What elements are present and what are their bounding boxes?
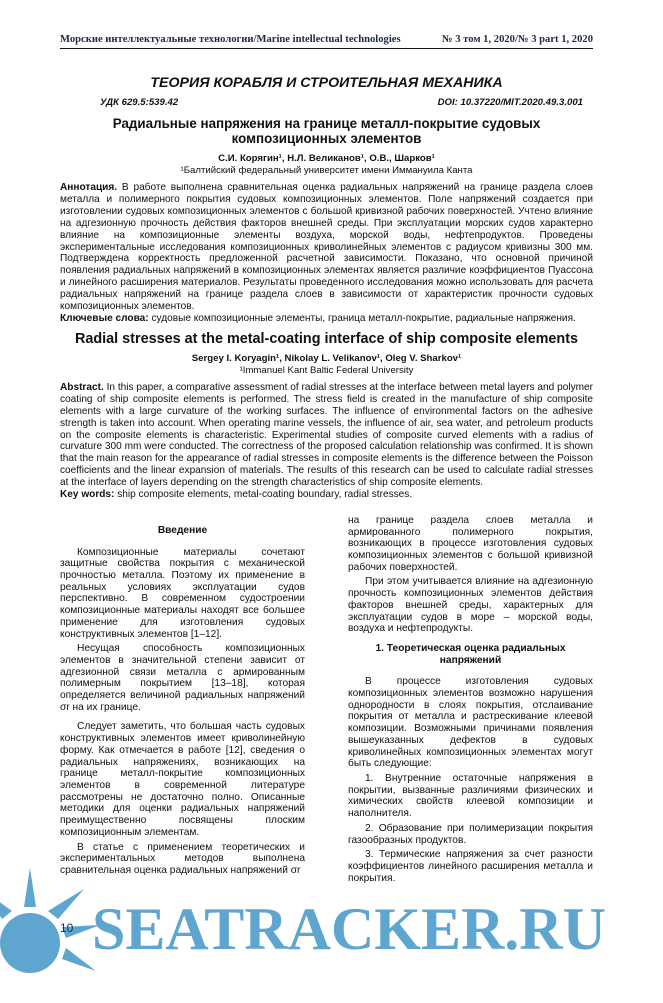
abstract-label-ru: Аннотация. [60,182,118,193]
left-column [60,515,305,887]
abstract-text-ru: В работе выполнена сравнительная оценка радиальных напряжений на границе раздела слоев металла и полимерного покрытия судовых композиционных элементов. Поле напряжений создается при изготовлении судовых композиционных элементов с большой кривизной рабочих поверхностей. Учтено влияние на адгезионную прочность действия факторов внешней среды. При эксплуатации морских судов характерно влияние на композиционные элементы воздуха, морской воды, нефтепродуктов. Проведены экспериментальные исследования композиционных криволинейных элементов с радиусом кривизны 300 мм. Подтверждена корректность предложенной расчетной зависимости. Показано, что основной причиной появления радиальных напряжений в композиционных элементах является различие коэффициентов Пуассона и линейного расширения материалов. Результаты проведенного исследования можно использовать для расчета радиальных напряжений на границе раздела слоев в зависимости от характеристик прочности судовых композиционных элементов. [60,182,593,313]
paragraph-continuation: на границе раздела слоев металла и армированного полимерного покрытия, возникающих в процессе изготовления судовых композиционных элементов с большой кривизной рабочих поверхностей. [348,514,593,573]
title-line-1: Радиальные напряжения на границе металл-покрытие судовых [112,116,541,131]
keywords-text-en: ship composite elements, metal-coating boundary, radial stresses. [114,489,413,501]
paragraph: При этом учитывается влияние на адгезионную прочность композиционных элементов действия факторов внешней среды, характерных для эксплуатации судов в море – морской воды, воздуха и нефтепродукты. [348,576,593,635]
keywords-label-ru: Ключевые слова: [60,312,149,324]
authors-ru: С.И. Корягин¹, Н.Л. Великанов¹, О.В., Шарков¹ [218,153,435,164]
article-title-ru [60,116,593,146]
section-1-heading: 1. Теоретическая оценка радиальных напряжений [375,642,566,666]
affiliation-ru: ¹Балтийский федеральный университет имени Иммануила Канта [180,165,473,176]
intro-heading: Введение [157,524,208,536]
article-title-en: Radial stresses at the metal-coating interface of ship composite elements [74,330,579,347]
keywords-ru [60,313,593,325]
udk: УДК 629.5:539.42 [100,97,179,108]
running-header [60,34,593,49]
watermark-row [60,893,606,973]
title-line-2: композиционных элементов [231,131,422,146]
doi: DOI: 10.37220/MIT.2020.49.3.001 [437,97,583,108]
list-item: 2. Образование при полимеризации покрытия газообразных продуктов. [348,822,593,846]
paragraph: Следует заметить, что большая часть судовых конструктивных элементов имеет криволинейную форму. Как отмечается в работе [12], сведения о радиальных напряжениях, возникающих на границе металл-покрытие композиционных элементов в современной литературе рассмотрены не достаточно полно. Описанные методики для оценки радиальных напряжений преимущественно посвящены плоским композиционным элементам. [60,721,305,838]
paragraph: Несущая способность композиционных элементов в значительной степени зависит от адгезионной связи металла с армированным полимерным покрытием [13–18], которая определяется величиной радиальных напряжений σr на их границе. [60,643,305,713]
issue-info: № 3 том 1, 2020/№ 3 part 1, 2020 [441,34,593,45]
abstract-label-en: Abstract. [60,381,104,393]
abstract-text-en: In this paper, a comparative assessment of radial stresses at the interface between metal layers and polymer coating of ship composite elements is performed. The stress field is created in the manufacture of ship composite elements with a large curvature of the working surfaces. The influence of environmental factors on the adhesive strength is taken into account. When operating marine vessels, the influence of air, sea water, and petroleum products on the composite elements is characteristic. Experimental studies of composite curved elements with a radius of curvature 300 mm were conducted. The correctness of the proposed calculation relationship was confirmed. It is shown that the main reason for the appearance of radial stresses in composite elements is the difference between the Poisson coefficients and the linear expansion of materials. The results of this research can be used to calculate radial stresses at the interface of layers depending on the strength characteristics of ship composite elements. [60,381,593,489]
section-title: ТЕОРИЯ КОРАБЛЯ И СТРОИТЕЛЬНАЯ МЕХАНИКА [150,75,503,91]
page-number: 10 [60,921,74,936]
page [60,0,606,973]
right-column [348,515,593,887]
list-item: 3. Термические напряжения за счет разности коэффициентов линейного расширения металла и покрытия. [348,849,593,884]
identifiers [60,97,593,108]
paragraph: Композиционные материалы сочетают защитные свойства покрытия с механической прочностью металла. Поэтому их применение в реальных условиях эксплуатации судов перспективно. В современном судостроении композиционные материалы находят все большее применение для изготовления судовых конструктивных элементов [1–12]. [60,546,305,640]
list-item: 1. Внутренние остаточные напряжения в покрытии, вызванные различиями физических и химических свойств клеевой композиции и наполнителя. [348,773,593,820]
journal-name: Морские интеллектуальные технологии/Marine intellectual technologies [60,34,401,45]
affiliation-en: ¹Immanuel Kant Baltic Federal University [239,364,414,376]
body-columns [60,515,593,887]
authors-en: Sergey I. Koryagin¹, Nikolay L. Velikanov¹, Oleg V. Sharkov¹ [191,352,462,364]
keywords-en [60,489,593,501]
keywords-text-ru: судовые композиционные элементы, граница металл-покрытие, радиальные напряжения. [148,312,576,324]
paragraph: В процессе изготовления судовых композиционных элементов возможно нарушения однородности в слоях покрытия, отслаивание покрытия от металла и растрескивание клеевой композиции. Возможными причинами появления вышеуказанных дефектов в судовых криволинейных композиционных элементах могут быть следующие: [348,676,593,770]
keywords-label-en: Key words: [60,489,115,501]
abstract-ru [60,182,593,313]
abstract-en [60,382,593,489]
paragraph: В статье с применением теоретических и экспериментальных методов выполнена сравнительная оценка радиальных напряжений σr [60,841,305,876]
watermark-logo: SEATRACKER.RU [92,896,606,963]
